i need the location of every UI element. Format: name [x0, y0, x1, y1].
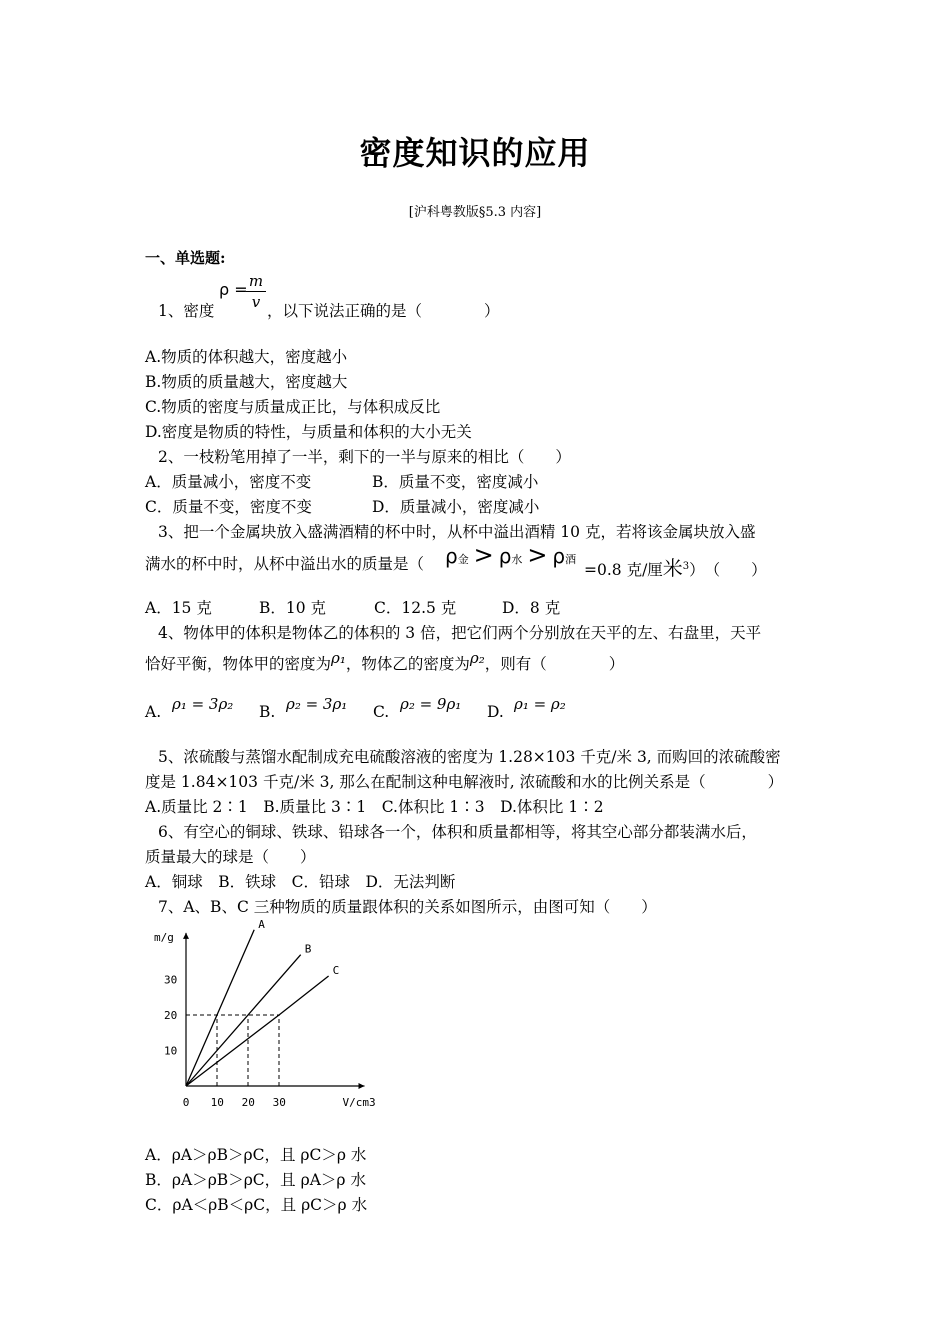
q3-option-d: D．8 克 [502, 599, 561, 617]
y-tick-label: 20 [164, 1009, 178, 1022]
q5-options: A.质量比 2∶1 B.质量比 3∶1 C.体积比 1∶3 D.体积比 1∶2 [145, 798, 604, 816]
q6-line1: 6、有空心的铜球、铁球、铅球各一个，体积和质量都相等，将其空心部分都装满水后， [158, 823, 757, 841]
q1-option-b: B.物质的质量越大，密度越大 [145, 373, 348, 391]
q4-rho1: ρ₁ [331, 649, 346, 667]
y-axis-label: m/g [154, 930, 174, 944]
q2-option-d: D．质量减小，密度减小 [372, 498, 540, 516]
q3-option-c: C．12.5 克 [374, 599, 457, 617]
rho-symbol: ρ [445, 544, 458, 568]
q4-line2 [145, 649, 625, 674]
q3-unit-exponent: 3 [682, 560, 690, 572]
q4-line1: 4、物体甲的体积是物体乙的体积的 3 倍，把它们两个分别放在天平的左、右盘里，天平 [158, 624, 762, 642]
series-line-b [186, 955, 301, 1086]
sub-water: 水 [511, 553, 523, 566]
q3-line2-suffix: ） （ ） [689, 561, 767, 579]
q4-option-d-formula: ρ₁ = ρ₂ [514, 695, 566, 713]
q7-option-b: B．ρA＞ρB＞ρC，且 ρA＞ρ 水 [145, 1171, 366, 1189]
q3-density-relation [445, 541, 576, 569]
q1-option-c: C.物质的密度与质量成正比，与体积成反比 [145, 398, 441, 416]
q3-line2-prefix: 满水的杯中时，从杯中溢出水的质量是（ [145, 555, 425, 573]
q3-alcohol-density: =0.8 克/厘 [584, 561, 663, 579]
q1-prefix: 1、密度 [158, 302, 215, 320]
q4-option-d-letter: D. [487, 703, 504, 721]
greater-than: > [473, 541, 494, 569]
greater-than: > [527, 541, 548, 569]
q3-option-b: B．10 克 [259, 599, 327, 617]
y-tick-label: 10 [164, 1044, 178, 1058]
x-tick-label: 20 [241, 1096, 255, 1109]
q5-line2: 度是 1.84×103 千克/米 3, 那么在配制这种电解液时, 浓硫酸和水的比例关系是（ ） [145, 773, 784, 791]
q7-stem: 7、A、B、C 三种物质的质量跟体积的关系如图所示，由图可知（ ） [158, 898, 657, 916]
q2-stem: 2、一枝粉笔用掉了一半，剩下的一半与原来的相比（ ） [158, 448, 571, 466]
q6-line2: 质量最大的球是（ ） [145, 848, 316, 866]
q4-option-b-letter: B. [259, 703, 276, 721]
series-line-a [186, 930, 254, 1086]
q3-unit: 米 [662, 556, 683, 580]
q1-option-d: D.密度是物质的特性，与质量和体积的大小无关 [145, 423, 472, 441]
q1-formula-fraction [246, 272, 266, 311]
q4-option-c-letter: C. [373, 703, 390, 721]
q1-suffix: ，以下说法正确的是（ ） [267, 302, 500, 320]
q7-option-c: C．ρA＜ρB＜ρC，且 ρC＞ρ 水 [145, 1196, 368, 1214]
q4-option-c-formula: ρ₂ = 9ρ₁ [400, 695, 462, 713]
series-line-c [186, 976, 329, 1086]
sub-gold: 金 [457, 553, 469, 566]
q4-line2-b: ，物体乙的密度为 [345, 655, 470, 673]
section-heading: 一、单选题: [145, 249, 226, 267]
q1-formula-denominator: v [251, 293, 261, 311]
page-subtitle: [沪科粤教版§5.3 内容] [408, 205, 542, 220]
series-label-b: B [304, 942, 312, 956]
sub-alcohol: 酒 [565, 553, 577, 566]
q3-line2-value [584, 552, 767, 581]
x-axis-label: V/cm3 [342, 1096, 376, 1109]
q7-option-a: A．ρA＞ρB＞ρC，且 ρC＞ρ 水 [145, 1146, 367, 1164]
q4-line2-a: 恰好平衡，物体甲的密度为 [145, 655, 332, 673]
q1-formula-numerator: m [248, 272, 264, 290]
q2-option-a: A．质量减小，密度不变 [145, 473, 312, 491]
q1-option-a: A.物质的体积越大，密度越小 [145, 348, 348, 366]
series-label-a: A [258, 920, 265, 931]
q4-option-a-letter: A. [145, 703, 162, 721]
q4-line2-c: ，则有（ ） [484, 655, 625, 673]
q3-line1: 3、把一个金属块放入盛满酒精的杯中时，从杯中溢出酒精 10 克，若将该金属块放入盛 [158, 523, 756, 541]
x-tick-label: 10 [210, 1096, 224, 1109]
q2-option-b: B．质量不变，密度减小 [372, 473, 539, 491]
q5-line1: 5、浓硫酸与蒸馏水配制成充电硫酸溶液的密度为 1.28×103 千克/米 3, 而购回的浓硫酸密 [158, 748, 781, 766]
y-tick-label: 30 [164, 973, 178, 987]
page-title: 密度知识的应用 [359, 134, 591, 172]
q6-options: A．铜球 B．铁球 C．铅球 D．无法判断 [145, 873, 456, 891]
x-axis-arrow [359, 1083, 365, 1089]
q2-option-c: C．质量不变，密度不变 [145, 498, 312, 516]
x-tick-label: 30 [272, 1096, 286, 1109]
q1-formula-lhs: ρ = [219, 280, 248, 299]
x-tick-label: 0 [182, 1096, 190, 1109]
q4-option-a-formula: ρ₁ = 3ρ₂ [172, 695, 234, 713]
fraction-bar [246, 291, 266, 292]
rho-symbol: ρ [552, 544, 566, 568]
q4-option-b-formula: ρ₂ = 3ρ₁ [286, 695, 348, 713]
y-axis-arrow [183, 933, 189, 939]
rho-symbol: ρ [498, 544, 512, 568]
q4-rho2: ρ₂ [469, 649, 485, 667]
q3-option-a: A．15 克 [145, 599, 212, 617]
mass-volume-chart [150, 920, 380, 1120]
series-label-c: C [332, 963, 340, 977]
